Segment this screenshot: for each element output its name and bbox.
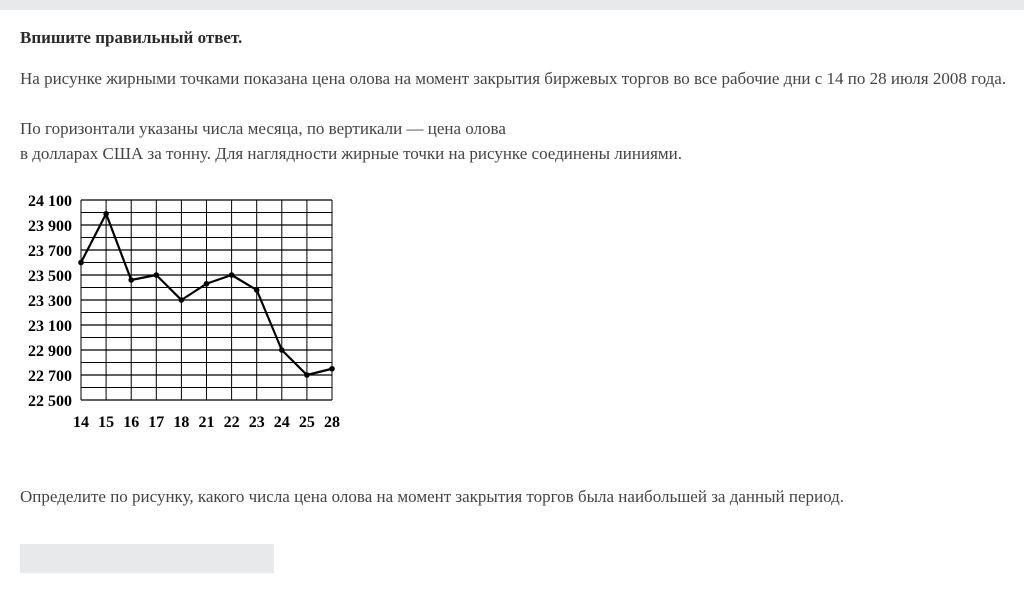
price-point <box>229 272 235 278</box>
y-tick-label: 22 500 <box>28 393 72 410</box>
price-point <box>179 297 185 303</box>
x-tick-label: 15 <box>98 414 115 431</box>
task-intro-text: На рисунке жирными точками показана цена олова на момент закрытия биржевых торгов во все рабочие дни с 14 по 28 июля 2008 года. <box>20 69 1007 88</box>
task-axis-description: По горизонтали указаны числа месяца, по вертикали — цена олова <box>20 119 506 138</box>
price-point <box>103 211 109 217</box>
price-point <box>204 281 210 287</box>
y-tick-label: 22 900 <box>28 343 72 360</box>
x-tick-label: 14 <box>73 414 89 431</box>
x-tick-label: 17 <box>148 414 165 431</box>
price-point <box>304 372 310 378</box>
x-tick-label: 28 <box>324 414 340 431</box>
x-tick-label: 24 <box>273 414 290 431</box>
y-tick-label: 23 500 <box>28 268 72 285</box>
y-tick-label: 24 100 <box>28 193 72 210</box>
answer-input[interactable] <box>20 544 274 573</box>
chart-grid <box>81 200 332 400</box>
y-tick-label: 23 700 <box>28 243 72 260</box>
price-point <box>279 347 285 353</box>
price-point <box>78 260 84 266</box>
x-tick-label: 18 <box>173 414 190 431</box>
price-point <box>254 287 260 293</box>
y-tick-label: 23 900 <box>28 218 72 235</box>
x-tick-label: 23 <box>248 414 265 431</box>
question-text: Определите по рисунку, какого числа цена олова на момент закрытия торгов была наибольшей за данный период. <box>20 487 845 506</box>
x-tick-label: 25 <box>298 414 315 431</box>
chart-y-ticks <box>28 193 72 410</box>
price-point <box>154 272 160 278</box>
chart-x-ticks <box>73 414 340 431</box>
y-tick-label: 23 300 <box>28 293 72 310</box>
y-tick-label: 22 700 <box>28 368 72 385</box>
x-tick-label: 16 <box>123 414 140 431</box>
x-tick-label: 22 <box>223 414 240 431</box>
price-point <box>128 277 134 283</box>
price-point <box>329 366 335 372</box>
top-bar <box>0 0 1024 10</box>
y-tick-label: 23 100 <box>28 318 72 335</box>
x-tick-label: 21 <box>198 414 215 431</box>
tin-price-chart <box>10 186 355 441</box>
task-axis-units: в долларах США за тонну. Для наглядности жирные точки на рисунке соединены линиями. <box>20 144 682 163</box>
task-title: Впишите правильный ответ. <box>20 28 243 47</box>
